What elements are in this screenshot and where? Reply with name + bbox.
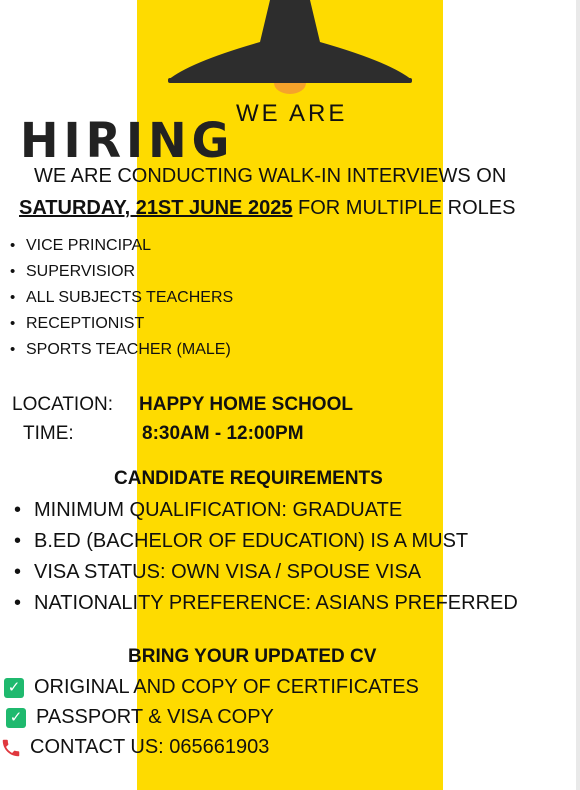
intro-line-2 <box>19 197 515 220</box>
requirements-heading: CANDIDATE REQUIREMENTS <box>114 468 383 489</box>
we-are-label: WE ARE <box>236 100 348 127</box>
time-label: TIME: <box>23 423 74 444</box>
list-item: • SUPERVISIOR <box>10 261 233 287</box>
bring-cv-heading: BRING YOUR UPDATED CV <box>128 646 377 667</box>
location-value: HAPPY HOME SCHOOL <box>139 394 353 415</box>
check-box-icon: ✓ <box>6 708 26 728</box>
list-item: • NATIONALITY PREFERENCE: ASIANS PREFERRED <box>14 590 518 621</box>
phone-icon <box>0 737 22 759</box>
list-item: • VISA STATUS: OWN VISA / SPOUSE VISA <box>14 559 518 590</box>
bring-item-label: PASSPORT & VISA COPY <box>36 706 274 729</box>
hiring-title: HIRING <box>20 111 235 169</box>
roles-list <box>10 235 233 365</box>
requirements-list <box>14 497 518 621</box>
pendant-lamp-icon <box>160 0 420 100</box>
bring-item-label: ORIGINAL AND COPY OF CERTIFICATES <box>34 676 419 699</box>
check-box-icon: ✓ <box>4 678 24 698</box>
contact-text: CONTACT US: 065661903 <box>30 736 270 759</box>
list-item: • B.ED (BACHELOR OF EDUCATION) IS A MUST <box>14 528 518 559</box>
page-edge <box>576 0 580 790</box>
location-label: LOCATION: <box>12 394 113 415</box>
bring-item <box>4 676 419 699</box>
bring-item <box>6 706 274 729</box>
list-item: • ALL SUBJECTS TEACHERS <box>10 287 233 313</box>
intro-line-2-rest: FOR MULTIPLE ROLES <box>292 197 516 219</box>
time-value: 8:30AM - 12:00PM <box>142 423 304 444</box>
list-item: • RECEPTIONIST <box>10 313 233 339</box>
list-item: • VICE PRINCIPAL <box>10 235 233 261</box>
list-item: • SPORTS TEACHER (MALE) <box>10 339 233 365</box>
intro-line-1: WE ARE CONDUCTING WALK-IN INTERVIEWS ON <box>34 165 507 187</box>
list-item: • MINIMUM QUALIFICATION: GRADUATE <box>14 497 518 528</box>
interview-date: SATURDAY, 21ST JUNE 2025 <box>19 197 293 219</box>
contact-line <box>0 736 269 759</box>
